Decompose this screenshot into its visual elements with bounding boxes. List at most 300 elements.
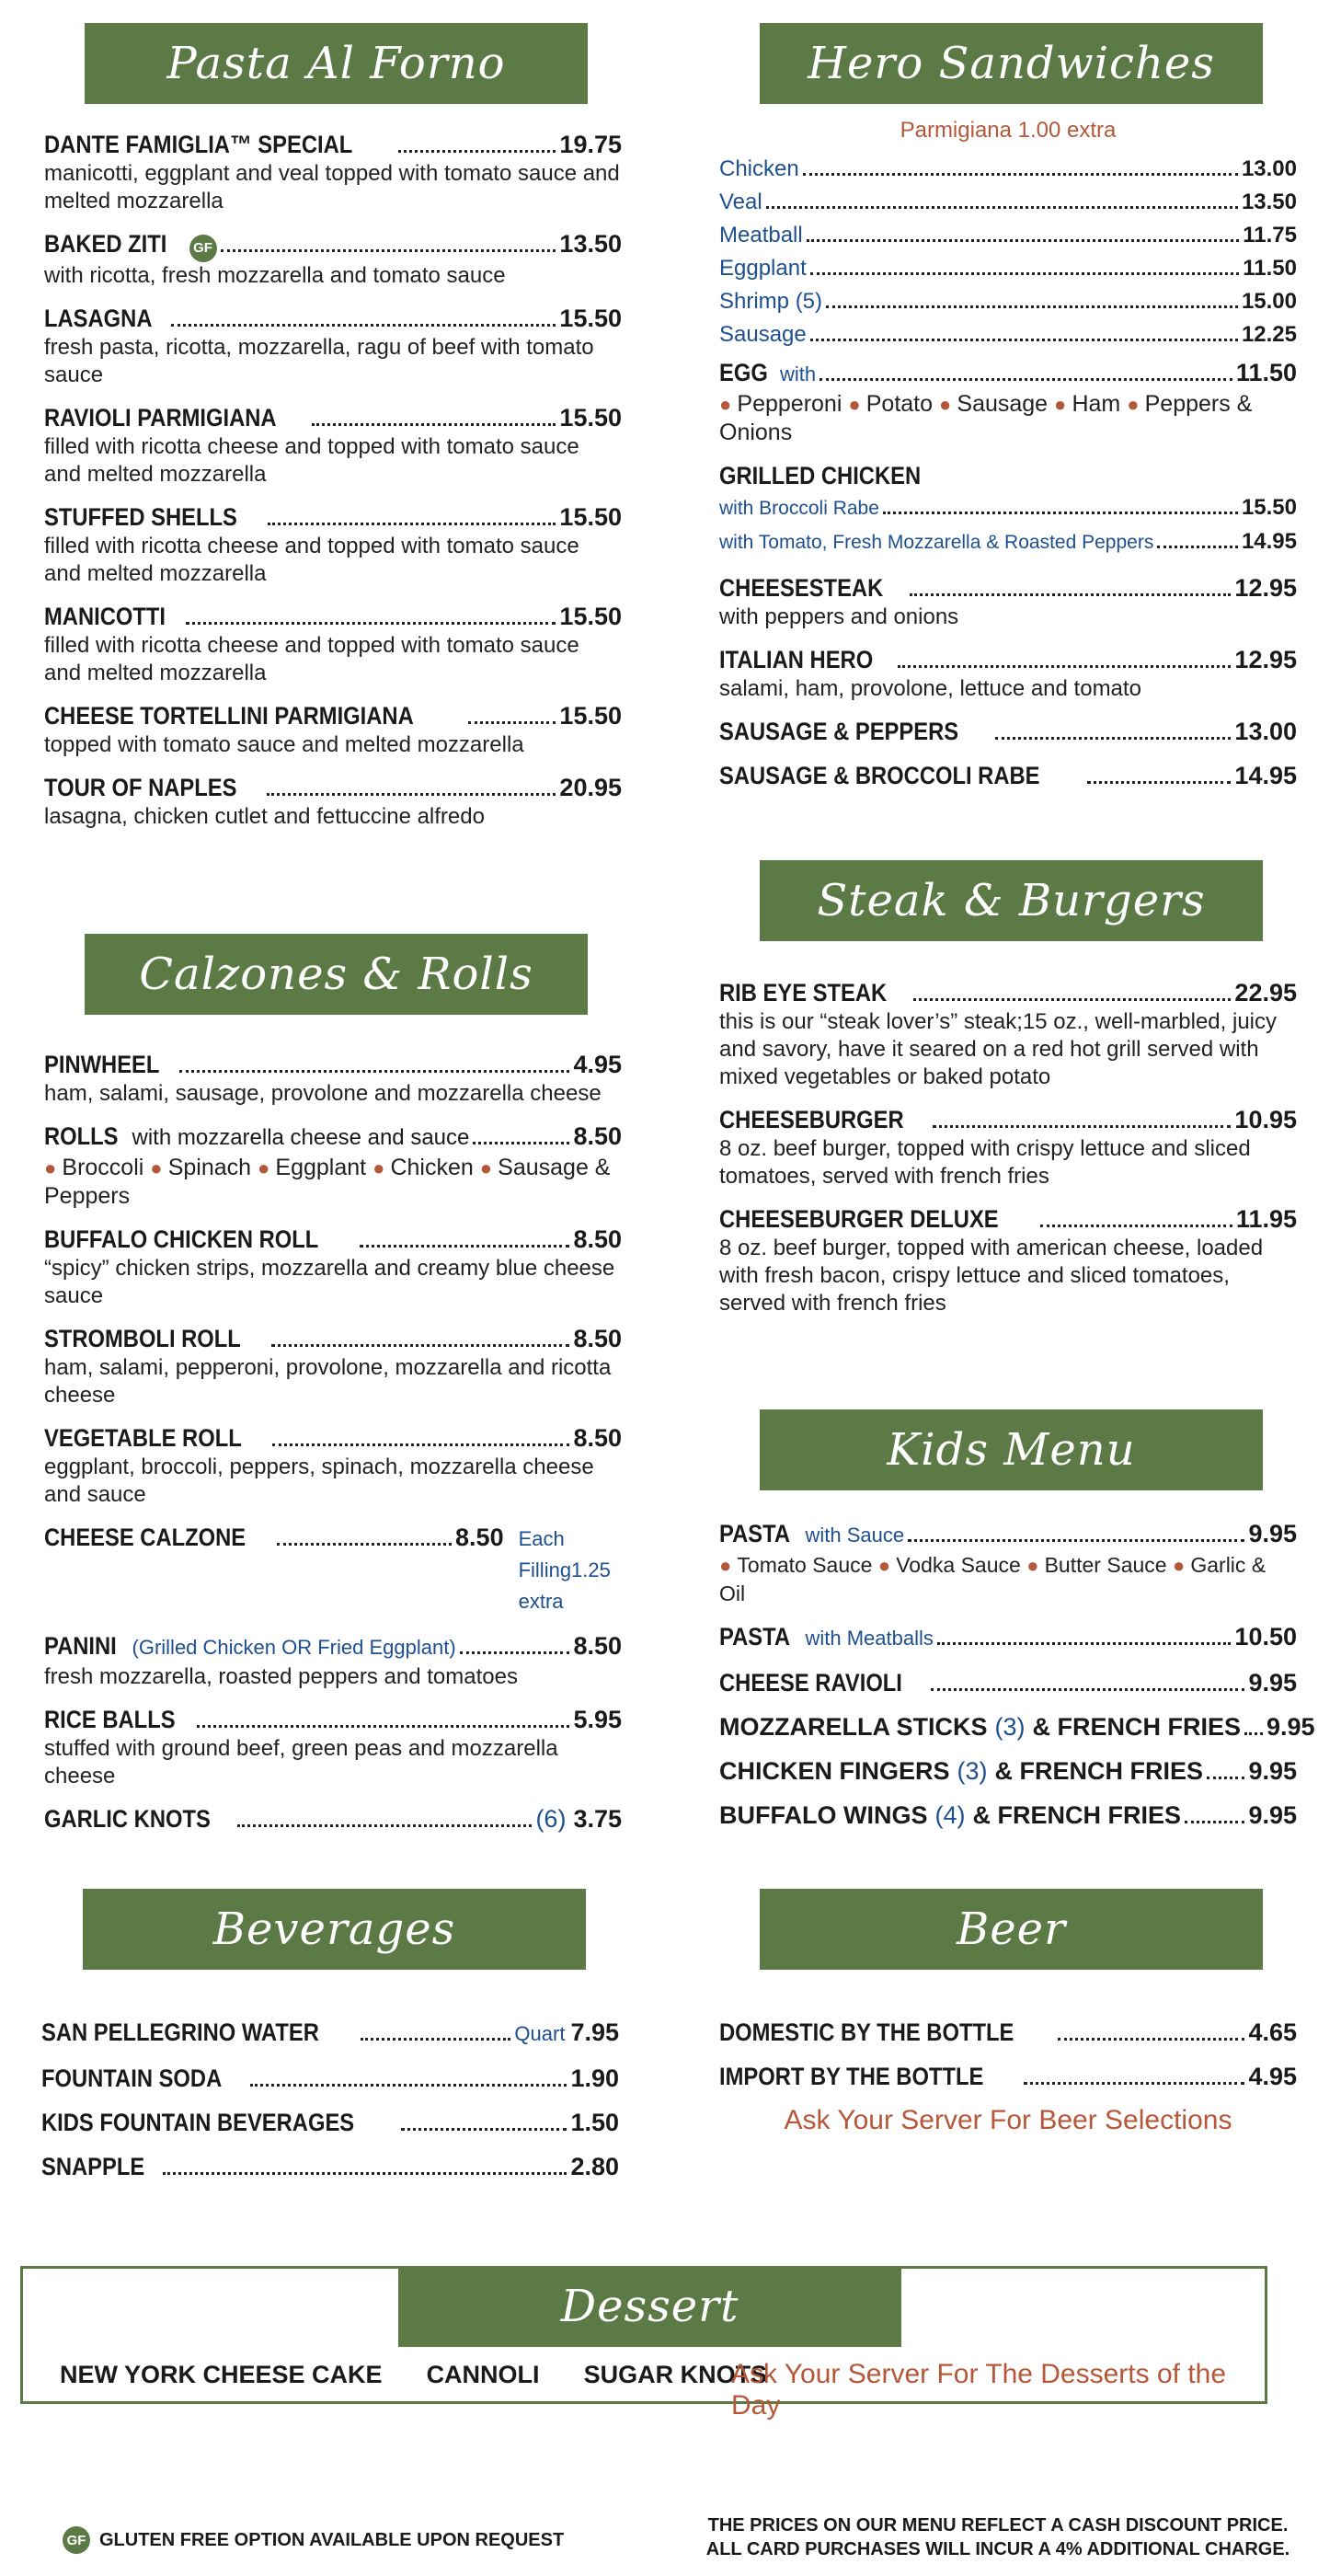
roll-item: [44, 1224, 622, 1310]
cash-notice-line1: THE PRICES ON OUR MENU REFLECT A CASH DISCOUNT PRICE.: [707, 2515, 1289, 2536]
beverages-list: [41, 2017, 619, 2195]
pasta-item: [44, 402, 622, 489]
dot-leader: [267, 793, 556, 796]
beer-price: 4.95: [1248, 2063, 1297, 2090]
pasta-name: DANTE FAMIGLIA™ SPECIAL: [44, 131, 353, 158]
pasta-line: [44, 772, 622, 803]
pasta-desc: filled with ricotta cheese and topped with tomato sauce and melted mozzarella: [44, 633, 579, 685]
kids-pasta-meat-name: PASTA: [719, 1623, 790, 1650]
dessert-item: SUGAR KNOTS: [583, 2361, 768, 2388]
rolls-options: [44, 1154, 622, 1211]
hero-desc: with peppers and onions: [719, 604, 959, 629]
roll-desc: eggplant, broccoli, peppers, spinach, mozzarella cheese and sauce: [44, 1455, 594, 1507]
panini-name: PANINI: [44, 1632, 117, 1660]
steak-title: Steak & Burgers: [817, 875, 1206, 926]
gluten-free-icon: GF: [189, 235, 217, 262]
dot-leader: [237, 1824, 533, 1827]
panini-desc: fresh mozzarella, roasted peppers and tomatoes: [44, 1664, 518, 1689]
grilled-chicken-item: [719, 460, 1297, 559]
kids-fingers-item: [719, 1755, 1297, 1787]
kids-wings-qty: (4): [934, 1801, 966, 1829]
dessert-item: NEW YORK CHEESE CAKE: [60, 2361, 383, 2388]
gf-notice-text: GLUTEN FREE OPTION AVAILABLE UPON REQUEST: [99, 2529, 565, 2550]
pasta-price: 19.75: [559, 131, 622, 158]
dot-leader: [179, 1070, 570, 1073]
kids-list: [719, 1518, 1315, 1844]
kids-sauce-option: Garlic & Oil: [719, 1553, 1266, 1605]
dessert-item: CANNOLI: [426, 2361, 540, 2388]
pasta-price: 13.50: [559, 230, 622, 258]
egg-option: Pepperoni: [737, 391, 842, 417]
pasta-line: [44, 228, 622, 262]
parmigiana-item: [719, 252, 1297, 285]
pasta-line: [44, 601, 622, 632]
kids-ravioli-name: CHEESE RAVIOLI: [719, 1669, 902, 1696]
kids-pasta-meat-price: 10.50: [1234, 1623, 1297, 1650]
beverage-name: FOUNTAIN SODA: [41, 2064, 223, 2092]
parmigiana-name: Shrimp (5): [719, 289, 823, 314]
kids-sauce-option: Tomato Sauce: [737, 1553, 873, 1577]
kids-sticks-name: MOZZARELLA STICKS: [719, 1713, 988, 1741]
grilled-chicken-variant-line: [719, 491, 1297, 525]
parmigiana-price: 12.25: [1241, 322, 1297, 347]
kids-sticks-price: 9.95: [1266, 1713, 1315, 1741]
kids-wings-item: [719, 1800, 1297, 1831]
hero-other-items: [719, 572, 1297, 791]
kids-fingers-price: 9.95: [1248, 1757, 1297, 1785]
grilled-chicken-name: GRILLED CHICKEN: [719, 462, 922, 489]
beverages-banner: [83, 1889, 586, 1970]
steak-name: CHEESEBURGER: [719, 1106, 904, 1133]
beverage-line: [41, 2063, 619, 2094]
beer-item: [719, 2061, 1297, 2092]
rolls-option: Chicken: [390, 1155, 474, 1180]
kids-sticks-qty: (3): [994, 1713, 1026, 1741]
pasta-line: [44, 303, 622, 334]
dot-leader: [1058, 2038, 1244, 2041]
bullet-icon: ●: [479, 1156, 499, 1179]
roll-line: [44, 1224, 622, 1255]
hero-line: [719, 716, 1297, 747]
pasta-name: LASAGNA: [44, 305, 153, 332]
hero-price: 14.95: [1234, 762, 1297, 789]
pasta-item: [44, 772, 622, 831]
dot-leader: [1207, 1777, 1244, 1779]
dot-leader: [250, 2084, 567, 2087]
kids-ravioli-price: 9.95: [1248, 1669, 1297, 1696]
parmigiana-item: [719, 285, 1297, 318]
riceballs-name: RICE BALLS: [44, 1706, 176, 1733]
roll-name: BUFFALO CHICKEN ROLL: [44, 1225, 319, 1253]
egg-option: Potato: [865, 391, 934, 417]
hero-banner: [760, 23, 1263, 104]
beer-line: [719, 2061, 1297, 2092]
steak-line: [719, 977, 1297, 1008]
hero-item: [719, 644, 1297, 703]
grilled-chicken-variant-price: 14.95: [1241, 529, 1297, 554]
pellegrino-price: 7.95: [570, 2018, 619, 2046]
steak-banner: [760, 860, 1263, 941]
parmigiana-price: 15.00: [1241, 289, 1297, 314]
hero-name: CHEESESTEAK: [719, 574, 884, 602]
pasta-item: [44, 228, 622, 290]
riceballs-item: [44, 1704, 622, 1790]
dot-leader: [473, 1142, 569, 1144]
dot-leader: [1024, 2082, 1245, 2085]
kids-pasta-name: PASTA: [719, 1520, 790, 1547]
kids-wings-name: BUFFALO WINGS: [719, 1801, 928, 1829]
dot-leader: [810, 272, 1240, 275]
dessert-title: Dessert: [560, 2281, 739, 2332]
kids-banner: [760, 1409, 1263, 1490]
dot-leader: [995, 737, 1232, 740]
kids-wings-price: 9.95: [1248, 1801, 1297, 1829]
dot-leader: [1157, 546, 1238, 548]
steak-desc: 8 oz. beef burger, topped with crispy lettuce and sliced tomatoes, served with french fries: [719, 1136, 1251, 1189]
beverage-items: [41, 2063, 619, 2182]
bullet-icon: ●: [877, 1554, 897, 1577]
egg-option: Peppers & Onions: [719, 391, 1253, 445]
steak-list: [719, 977, 1297, 1330]
rolls-suffix: with mozzarella cheese and sauce: [132, 1125, 470, 1150]
rolls-option: Eggplant: [275, 1155, 367, 1180]
bullet-icon: ●: [372, 1156, 391, 1179]
pinwheel-price: 4.95: [573, 1051, 622, 1078]
bullet-icon: ●: [150, 1156, 168, 1179]
roll-name: STROMBOLI ROLL: [44, 1325, 241, 1352]
bullet-icon: ●: [719, 1554, 738, 1577]
dot-leader: [807, 239, 1240, 242]
panini-item: [44, 1630, 622, 1691]
steak-name: CHEESEBURGER DELUXE: [719, 1205, 999, 1233]
beer-list: [719, 2017, 1297, 2136]
pasta-line: [44, 501, 622, 533]
dessert-note: Ask Your Server For The Desserts of the Day: [731, 2359, 1227, 2421]
beer-item: [719, 2017, 1297, 2048]
pasta-item: [44, 501, 622, 588]
panini-price: 8.50: [573, 1632, 622, 1660]
egg-price: 11.50: [1235, 359, 1297, 386]
pasta-price: 15.50: [559, 603, 622, 630]
dot-leader: [1244, 1732, 1263, 1735]
parmigiana-line: [719, 219, 1297, 252]
roll-items: [44, 1224, 622, 1509]
steak-desc: 8 oz. beef burger, topped with american cheese, loaded with fresh bacon, crispy lettuce and sliced tomatoes, served with french fries: [719, 1236, 1264, 1316]
parmigiana-item: [719, 219, 1297, 252]
dot-leader: [898, 665, 1231, 668]
dot-leader: [460, 1651, 570, 1654]
grilled-chicken-variant-line: [719, 525, 1297, 559]
dot-leader: [766, 206, 1238, 209]
parmigiana-name: Eggplant: [719, 256, 807, 281]
hero-price: 13.00: [1234, 718, 1297, 745]
parmigiana-name: Sausage: [719, 322, 807, 347]
bullet-icon: ●: [938, 393, 957, 416]
dot-leader: [468, 721, 556, 724]
bullet-icon: ●: [1054, 393, 1072, 416]
pasta-name: RAVIOLI PARMIGIANA: [44, 404, 277, 431]
steak-name: RIB EYE STEAK: [719, 979, 888, 1006]
garlic-knots-price: 3.75: [573, 1805, 622, 1833]
steak-item: [719, 977, 1297, 1091]
panini-choice: (Grilled Chicken OR Fried Eggplant): [132, 1636, 456, 1659]
hero-item: [719, 572, 1297, 631]
bullet-icon: ●: [848, 393, 866, 416]
parmigiana-name: Chicken: [719, 156, 799, 181]
pinwheel-item: [44, 1049, 622, 1108]
grilled-chicken-variant-name: with Broccoli Rabe: [719, 498, 879, 519]
calzone-item: [44, 1522, 622, 1617]
beverage-price: 1.50: [570, 2109, 619, 2136]
pasta-price: 15.50: [559, 404, 622, 431]
parmigiana-name: Veal: [719, 190, 762, 214]
dot-leader: [171, 324, 556, 327]
beverage-line: [41, 2151, 619, 2182]
steak-item: [719, 1203, 1297, 1317]
dot-leader: [1087, 781, 1231, 784]
pasta-item: [44, 601, 622, 687]
egg-option: Ham: [1072, 391, 1121, 417]
kids-fingers-qty: (3): [957, 1757, 988, 1785]
hero-line: [719, 644, 1297, 675]
parmigiana-line: [719, 318, 1297, 351]
pasta-item: [44, 129, 622, 215]
kids-ravioli-item: [719, 1667, 1297, 1698]
dot-leader: [826, 305, 1238, 308]
dot-leader: [361, 2038, 510, 2041]
parmigiana-item: [719, 186, 1297, 219]
beer-name: DOMESTIC BY THE BOTTLE: [719, 2018, 1014, 2046]
beverage-price: 2.80: [570, 2153, 619, 2180]
beer-line: [719, 2017, 1297, 2048]
dot-leader: [913, 998, 1231, 1001]
steak-line: [719, 1104, 1297, 1135]
dessert-banner: [398, 2266, 901, 2347]
grilled-chicken-variant-name: with Tomato, Fresh Mozzarella & Roasted Peppers: [719, 532, 1154, 553]
pasta-desc: filled with ricotta cheese and topped with tomato sauce and melted mozzarella: [44, 434, 579, 487]
riceballs-desc: stuffed with ground beef, green peas and mozzarella cheese: [44, 1736, 558, 1788]
beer-note: Ask Your Server For Beer Selections: [784, 2105, 1232, 2135]
dot-leader: [883, 512, 1238, 514]
pasta-list: [44, 129, 622, 844]
egg-option: Sausage: [957, 391, 1049, 417]
kids-sauce-option: Butter Sauce: [1044, 1553, 1167, 1577]
dot-leader: [931, 1688, 1244, 1691]
parmigiana-price: 11.75: [1243, 223, 1297, 247]
kids-wings-fries: & FRENCH FRIES: [972, 1801, 1181, 1829]
pasta-name: BAKED ZITI: [44, 230, 167, 258]
pasta-line: [44, 402, 622, 433]
beverage-line: [41, 2107, 619, 2138]
dot-leader: [933, 1125, 1231, 1128]
pasta-desc: fresh pasta, ricotta, mozzarella, ragu of beef with tomato sauce: [44, 335, 594, 387]
kids-pasta-price: 9.95: [1248, 1520, 1297, 1547]
rolls-option: Sausage & Peppers: [44, 1155, 611, 1209]
rolls-price: 8.50: [573, 1122, 622, 1150]
dot-leader: [803, 173, 1238, 176]
roll-price: 8.50: [573, 1325, 622, 1352]
hero-desc: salami, ham, provolone, lettuce and tomato: [719, 676, 1141, 701]
dot-leader: [401, 2128, 567, 2131]
dot-leader: [937, 1642, 1232, 1645]
garlic-knots-name: GARLIC KNOTS: [44, 1805, 211, 1833]
bullet-icon: ●: [258, 1156, 276, 1179]
egg-with: with: [780, 362, 817, 385]
grilled-chicken-variants: [719, 491, 1297, 559]
dot-leader: [1040, 1225, 1232, 1227]
steak-line: [719, 1203, 1297, 1235]
bullet-icon: ●: [1127, 393, 1145, 416]
calzone-extra: Each Filling1.25 extra: [518, 1527, 611, 1613]
beverage-name: KIDS FOUNTAIN BEVERAGES: [41, 2109, 355, 2136]
beverages-title: Beverages: [212, 1903, 456, 1955]
hero-line: [719, 572, 1297, 604]
kids-fingers-fries: & FRENCH FRIES: [994, 1757, 1204, 1785]
dot-leader: [908, 1539, 1244, 1542]
pasta-item: [44, 700, 622, 759]
pasta-name: CHEESE TORTELLINI PARMIGIANA: [44, 702, 414, 730]
roll-price: 8.50: [573, 1225, 622, 1253]
roll-item: [44, 1422, 622, 1509]
bullet-icon: ●: [719, 393, 738, 416]
beverage-price: 1.90: [570, 2064, 619, 2092]
beverage-item: [41, 2063, 619, 2094]
kids-fingers-name: CHICKEN FINGERS: [719, 1757, 950, 1785]
pasta-price: 15.50: [559, 503, 622, 531]
calzones-banner: [85, 934, 588, 1015]
parmigiana-line: [719, 252, 1297, 285]
hero-list: [719, 118, 1297, 804]
kids-pasta-options: [719, 1551, 1297, 1608]
dot-leader: [221, 249, 556, 252]
rolls-name: ROLLS: [44, 1122, 119, 1150]
dot-leader: [272, 1443, 569, 1446]
dot-leader: [820, 378, 1232, 381]
parmigiana-name: Meatball: [719, 223, 803, 247]
roll-line: [44, 1323, 622, 1354]
egg-options: [719, 390, 1297, 447]
pasta-name: MANICOTTI: [44, 603, 166, 630]
kids-pasta-sauce-item: [719, 1518, 1297, 1608]
calzones-list: [44, 1049, 622, 1847]
beer-items: [719, 2017, 1297, 2092]
parmigiana-price: 11.50: [1243, 256, 1297, 281]
gf-notice: [63, 2526, 564, 2554]
beverage-item: [41, 2107, 619, 2138]
calzones-title: Calzones & Rolls: [139, 949, 533, 1000]
hero-name: ITALIAN HERO: [719, 646, 874, 673]
parmigiana-price: 13.00: [1241, 156, 1297, 181]
egg-item: [719, 357, 1297, 447]
bullet-icon: ●: [1026, 1554, 1045, 1577]
dessert-items: [60, 2361, 767, 2389]
pellegrino-item: [41, 2017, 619, 2050]
garlic-knots-item: [44, 1803, 622, 1834]
pasta-price: 15.50: [559, 702, 622, 730]
gf-badge-icon: GF: [63, 2526, 90, 2554]
pasta-desc: lasagna, chicken cutlet and fettuccine alfredo: [44, 804, 485, 829]
kids-pasta-meat-item: [719, 1621, 1297, 1654]
hero-title: Hero Sandwiches: [808, 38, 1215, 89]
pasta-desc: with ricotta, fresh mozzarella and tomato sauce: [44, 263, 506, 288]
steak-price: 22.95: [1234, 979, 1297, 1006]
rolls-option: Broccoli: [62, 1155, 144, 1180]
roll-desc: “spicy” chicken strips, mozzarella and creamy blue cheese sauce: [44, 1256, 615, 1308]
beer-price: 4.65: [1248, 2018, 1297, 2046]
calzone-price: 8.50: [455, 1524, 504, 1551]
riceballs-price: 5.95: [573, 1706, 622, 1733]
hero-price: 12.95: [1234, 574, 1297, 602]
pasta-name: TOUR OF NAPLES: [44, 774, 237, 801]
pasta-banner: [85, 23, 588, 104]
parmigiana-list: [719, 153, 1297, 351]
dessert-box: [20, 2266, 1267, 2421]
pasta-line: [44, 700, 622, 731]
pasta-name: STUFFED SHELLS: [44, 503, 237, 531]
dot-leader: [398, 150, 556, 153]
dot-leader: [271, 1344, 569, 1347]
parmigiana-price: 13.50: [1241, 190, 1297, 214]
beer-name: IMPORT BY THE BOTTLE: [719, 2063, 984, 2090]
cash-notice-line2: ALL CARD PURCHASES WILL INCUR A 4% ADDITIONAL CHARGE.: [705, 2539, 1290, 2559]
parmigiana-line: [719, 186, 1297, 219]
kids-pasta-suffix: with Sauce: [805, 1524, 905, 1547]
dot-leader: [268, 523, 556, 525]
steak-price: 11.95: [1235, 1205, 1297, 1233]
hero-price: 12.95: [1234, 646, 1297, 673]
parmigiana-line: [719, 153, 1297, 186]
dot-leader: [810, 339, 1238, 341]
dot-leader: [163, 2172, 567, 2175]
parmigiana-item: [719, 318, 1297, 351]
beverage-name: SNAPPLE: [41, 2153, 145, 2180]
rolls-option: Spinach: [167, 1155, 252, 1180]
egg-name: EGG: [719, 359, 768, 386]
hero-item: [719, 760, 1297, 791]
hero-name: SAUSAGE & PEPPERS: [719, 718, 959, 745]
dot-leader: [910, 593, 1232, 596]
roll-name: VEGETABLE ROLL: [44, 1424, 242, 1452]
parmigiana-item: [719, 153, 1297, 186]
dot-leader: [197, 1725, 569, 1728]
dot-leader: [360, 1245, 569, 1248]
dot-leader: [186, 622, 556, 625]
dot-leader: [312, 423, 556, 426]
steak-desc: this is our “steak lover’s” steak;15 oz., well-marbled, juicy and savory, have it seared on a red hot grill served with mixed vegetables or baked potato: [719, 1009, 1277, 1089]
pellegrino-qty: Quart: [514, 2022, 566, 2045]
grilled-chicken-variant-item: [719, 491, 1297, 525]
roll-desc: ham, salami, pepperoni, provolone, mozzarella and ricotta cheese: [44, 1355, 612, 1408]
kids-pasta-meat-suffix: with Meatballs: [805, 1627, 934, 1650]
kids-sauce-option: Vodka Sauce: [896, 1553, 1021, 1577]
pasta-desc: filled with ricotta cheese and topped with tomato sauce and melted mozzarella: [44, 534, 579, 586]
cash-discount-notice: [681, 2513, 1315, 2561]
bullet-icon: ●: [44, 1156, 63, 1179]
pasta-title: Pasta Al Forno: [166, 38, 506, 89]
calzone-name: CHEESE CALZONE: [44, 1524, 246, 1551]
pasta-price: 20.95: [559, 774, 622, 801]
roll-item: [44, 1323, 622, 1409]
dot-leader: [1185, 1821, 1244, 1823]
pinwheel-name: PINWHEEL: [44, 1051, 160, 1078]
pasta-desc: topped with tomato sauce and melted mozzarella: [44, 732, 524, 757]
rolls-item: [44, 1121, 622, 1211]
pinwheel-desc: ham, salami, sausage, provolone and mozzarella cheese: [44, 1081, 602, 1106]
pasta-desc: manicotti, eggplant and veal topped with tomato sauce and melted mozzarella: [44, 161, 620, 213]
kids-sticks-item: [719, 1711, 1315, 1742]
roll-price: 8.50: [573, 1424, 622, 1452]
beer-banner: [760, 1889, 1263, 1970]
